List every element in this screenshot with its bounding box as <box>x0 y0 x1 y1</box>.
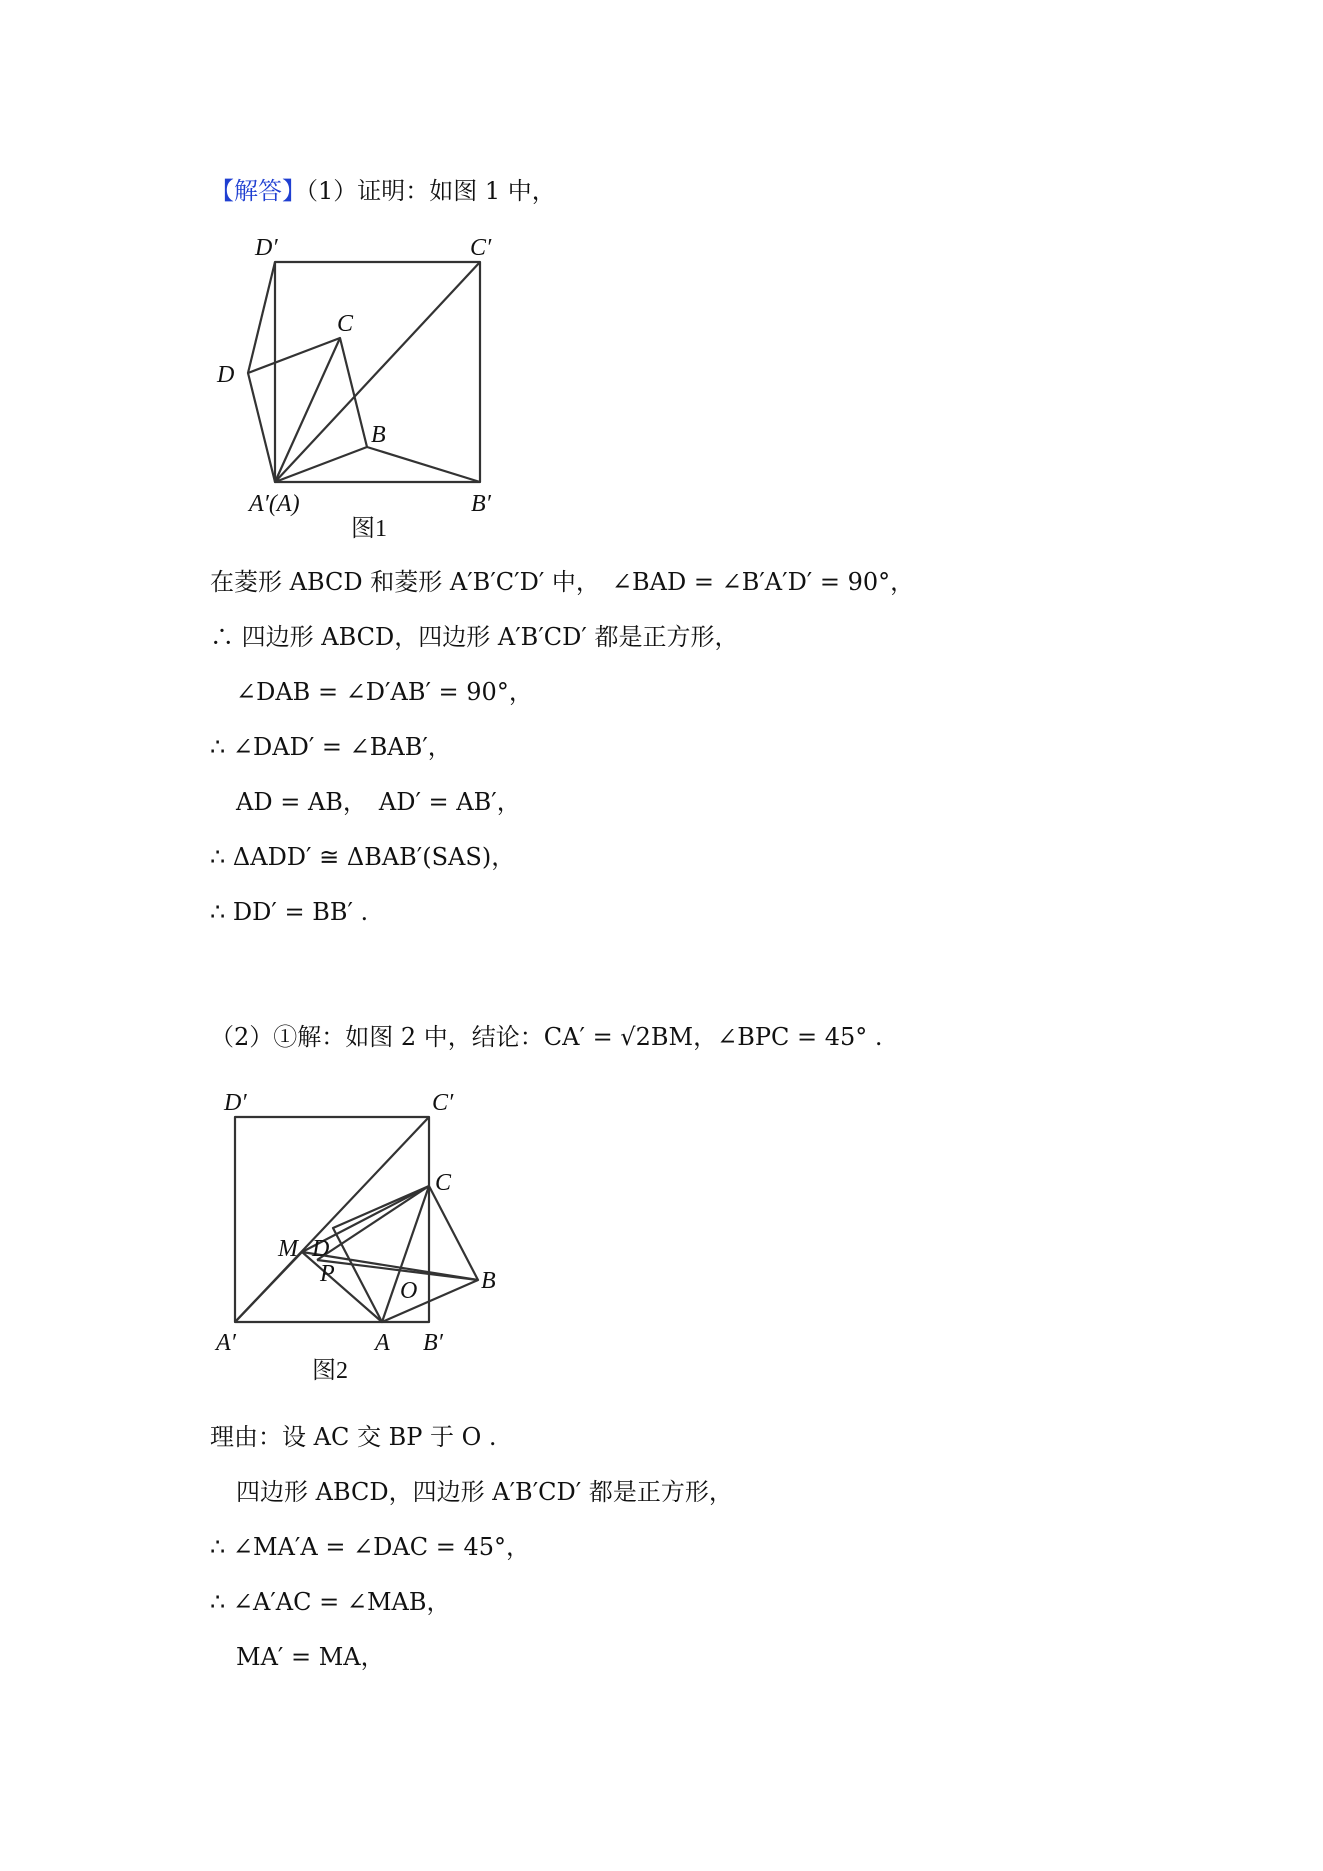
answer-header <box>210 176 556 206</box>
part1-line-3: ∠DAB = ∠D′AB′ = 90°， <box>236 678 533 706</box>
part2-line-4: ∴ ∠A′AC = ∠MAB， <box>210 1588 451 1616</box>
label-o: O <box>400 1278 418 1304</box>
label-c-prime: C′ <box>432 1090 454 1116</box>
label-b: B <box>481 1268 496 1294</box>
label-a: A <box>375 1330 390 1356</box>
figure-1 <box>205 230 525 550</box>
part2-line-2: 四边形 ABCD，四边形 A′B′CD′ 都是正方形， <box>236 1478 733 1506</box>
part1-line-4: ∴ ∠DAD′ = ∠BAB′， <box>210 733 452 761</box>
label-c: C <box>435 1170 452 1196</box>
segment-bb-prime <box>367 447 480 482</box>
label-c-prime: C′ <box>470 235 492 261</box>
part1-line-5: AD = AB， AD′ = AB′， <box>236 788 521 816</box>
label-b-prime: B′ <box>471 491 491 517</box>
label-m: M <box>278 1236 298 1262</box>
segment-cp <box>317 1186 429 1260</box>
part1-line-2: ∴ 四边形 ABCD，四边形 A′B′CD′ 都是正方形， <box>210 623 739 651</box>
segment-a-prime-m-a <box>235 1252 382 1322</box>
figure-2 <box>210 1070 510 1390</box>
part2-heading: （2）①解：如图 2 中，结论：CA′ = √2BM，∠BPC = 45° . <box>210 1023 883 1051</box>
part2-line-3: ∴ ∠MA′A = ∠DAC = 45°， <box>210 1533 531 1561</box>
figure-1-caption: 图1 <box>351 516 387 542</box>
label-b-prime: B′ <box>423 1330 443 1356</box>
answer-tag: 【解答】 <box>210 177 306 205</box>
label-d: D <box>312 1236 330 1262</box>
diagonal-ac-prime <box>275 262 480 482</box>
label-b: B <box>371 422 386 448</box>
part1-line-7: ∴ DD′ = BB′ . <box>210 898 369 926</box>
label-d-prime: D′ <box>224 1090 247 1116</box>
label-c: C <box>337 311 354 337</box>
part2-line-5: MA′ = MA， <box>236 1643 385 1671</box>
segment-dd-prime <box>248 262 275 373</box>
label-d-prime: D′ <box>255 235 278 261</box>
part2-line-1: 理由：设 AC 交 BP 于 O . <box>210 1423 497 1451</box>
label-a-prime: A′ <box>216 1330 236 1356</box>
label-p: P <box>320 1261 335 1287</box>
part1-line-1: 在菱形 ABCD 和菱形 A′B′C′D′ 中， ∠BAD = ∠B′A′D′ = 90°， <box>210 568 915 596</box>
figure-2-caption: 图2 <box>312 1358 348 1384</box>
label-a-prime-a: A′(A) <box>249 491 300 517</box>
part1-intro: （1）证明：如图 1 中， <box>306 177 556 205</box>
label-d: D <box>217 362 235 388</box>
part1-line-6: ∴ ΔADD′ ≅ ΔBAB′(SAS)， <box>210 843 516 871</box>
